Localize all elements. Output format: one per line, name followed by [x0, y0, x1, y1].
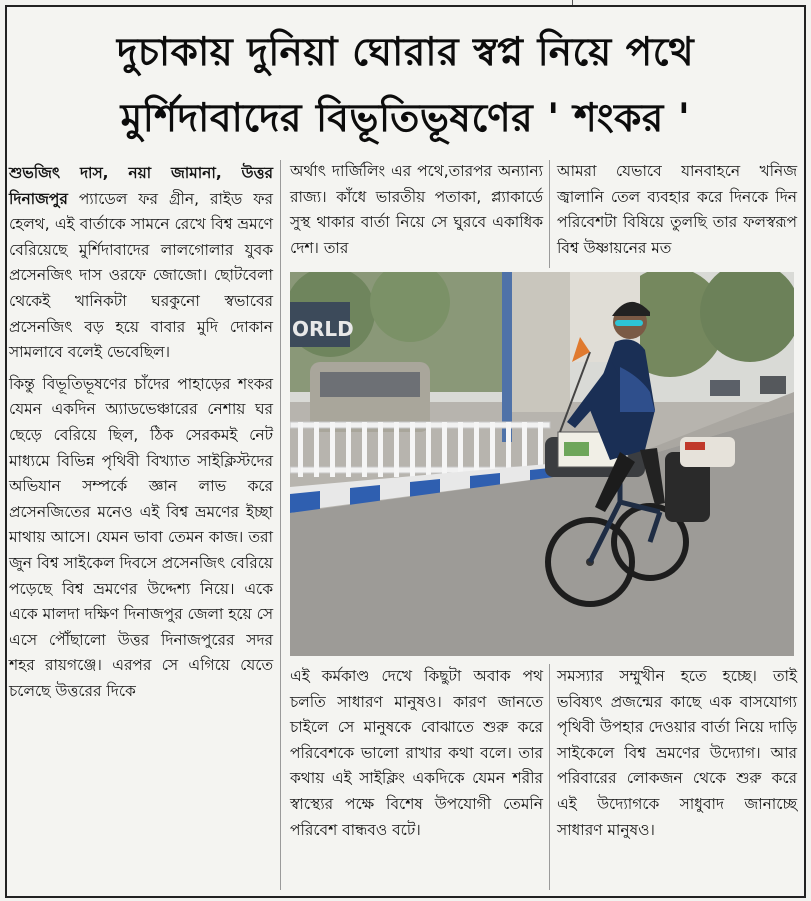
article-column-3-bottom	[557, 664, 797, 843]
photo-sign-text: ORLD	[292, 317, 354, 341]
column-divider	[549, 664, 550, 890]
column-divider	[549, 160, 550, 268]
paragraph: সমস্যার সম্মুখীন হতে হচ্ছে। তাই ভবিষ্যৎ প্রজন্মের কাছে এক বাসযোগ্য পৃথিবী উপহার দেওয়ার বার্তা নিয়ে দাড়ি সাইকেলে বিশ্ব ভ্রমণের উদ্যোগ। আর পরিবারের লোকজন থেকে শুরু করে এই উদ্যোগকে সাধুবাদ জানাচ্ছে সাধারণ মানুষও।	[557, 667, 797, 839]
article-column-2-top	[290, 159, 543, 261]
cyclist-photo	[290, 272, 794, 656]
article-column-3-top	[557, 159, 797, 261]
paragraph-1	[9, 161, 273, 366]
paragraph: অর্থাৎ দার্জিলিং এর পথে,তারপর অন্যান্য রাজ্য। কাঁধে ভারতীয় পতাকা, প্ল্যাকার্ডে সুস্থ থাকার বার্তা নিয়ে সে ঘুরবে একাধিক দেশ। তার	[290, 162, 543, 257]
paragraph: আমরা যেভাবে যানবাহনে খনিজ জ্বালানি তেল ব্যবহার করে দিনকে দিন পরিবেশটা বিষিয়ে তুলছি তার ফলস্বরূপ বিশ্ব উষ্ণায়নের মত	[557, 162, 797, 257]
paragraph: এই কর্মকাণ্ড দেখে কিছুটা অবাক পথ চলতি সাধারণ মানুষও। কারণ জানতে চাইলে সে মানুষকে বোঝাতে শুরু করে পরিবেশকে ভালো রাখার কথা বলে। তার কথায় এই সাইক্লিং একদিকে যেমন শরীর স্বাস্থ্যের পক্ষে বিশেষ উপযোগী তেমনি পরিবেশ বান্ধবও বটে।	[290, 667, 543, 839]
headline-line-2: মুর্শিদাবাদের বিভূতিভূষণের ' শংকর '	[120, 96, 691, 141]
paragraph-1-text: প্যাডেল ফর গ্রীন, রাইড ফর হেলথ, এই বার্তাকে সামনে রেখে বিশ্ব ভ্রমণে বেরিয়েছে মুর্শিদাবাদের লালগোলার যুবক প্রসেনজিৎ দাস ওরফে জোজো। ছোটবেলা থেকেই খানিকটা ঘরকুনো স্বভাবের প্রসেনজিৎ বড় হয়ে বাবার মুদি দোকান সামলাবে বলেই ভেবেছিল।	[9, 189, 273, 362]
article-column-2-bottom	[290, 664, 543, 843]
byline: শুভজিৎ দাস, নয়া জামানা, উত্তর দিনাজপুর	[9, 164, 273, 208]
paragraph-2: কিন্তু বিভূতিভূষণের চাঁদের পাহাড়ের শংকর যেমন একদিন অ্যাডভেঞ্চারের নেশায় ঘর ছেড়ে বেরিয়ে ছিল, ঠিক সেরকমই নেট মাধ্যমে বিভিন্ন পৃথিবী বিখ্যাত সাইক্লিস্টদের অভিযান সম্পর্কে জ্ঞান লাভ করে প্রসেনজিতের মনেও এই বিশ্ব ভ্রমণের ইচ্ছা মাথায় আসে। যেমন ভাবা তেমন কাজ। তরা জুন বিশ্ব সাইকেল দিবসে প্রসেনজিৎ বেরিয়ে পড়েছে বিশ্ব ভ্রমণের উদ্দেশ্য নিয়ে। একে একে মালদা দক্ষিণ দিনাজপুর জেলা হয়ে সে এসে পৌঁছালো উত্তর দিনাজপুরের সদর শহর রায়গঞ্জে। এরপর সে এগিয়ে যেতে চলেছে উত্তরের দিকে	[9, 374, 273, 700]
headline-line-1: দুচাকায় দুনিয়া ঘোরার স্বপ্ন নিয়ে পথে	[116, 30, 695, 75]
column-divider	[280, 160, 281, 890]
article-column-1	[9, 161, 273, 704]
